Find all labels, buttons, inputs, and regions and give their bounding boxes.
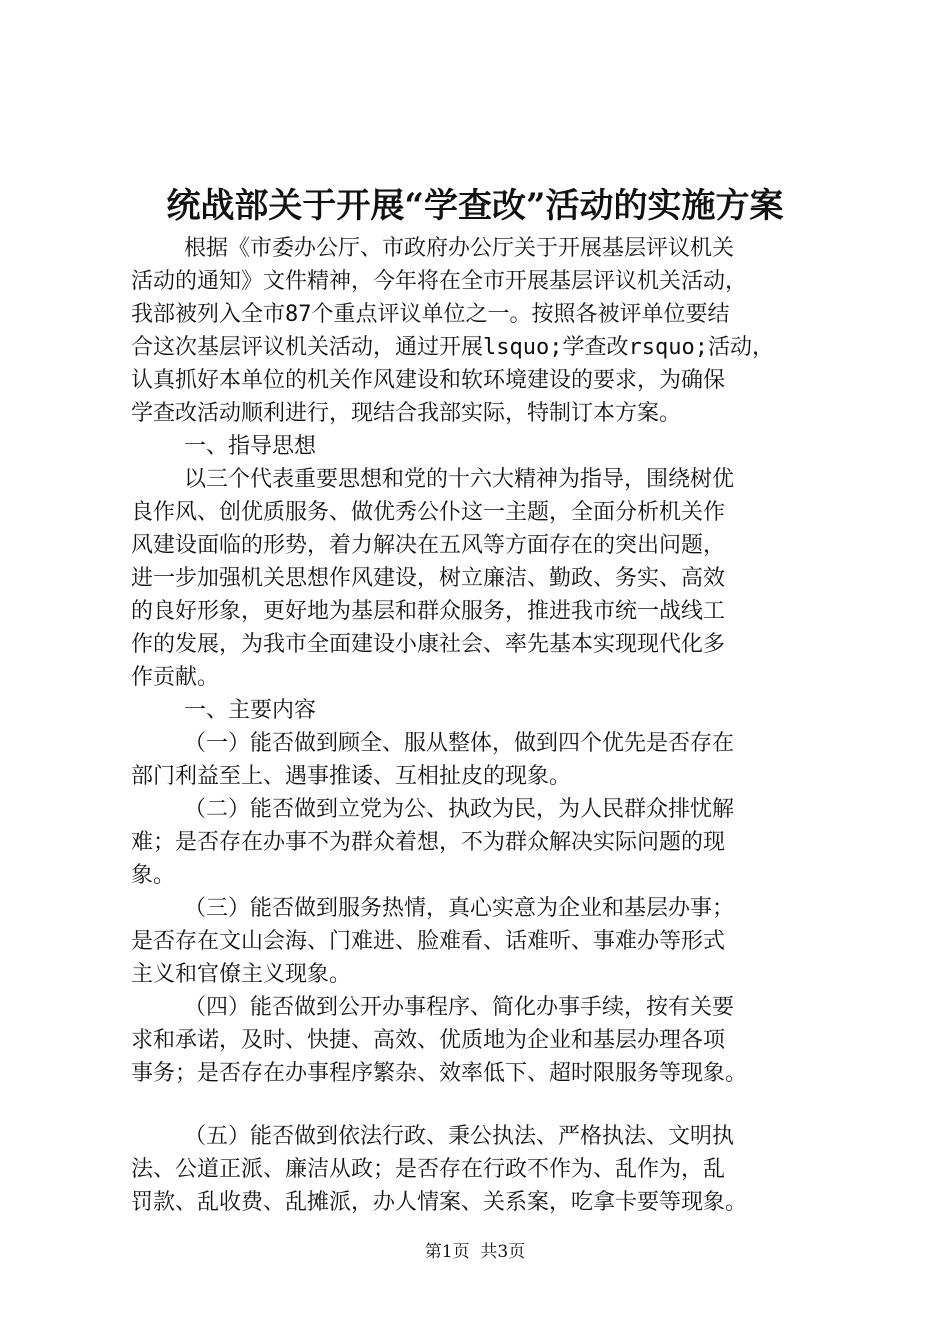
text-line: 难；是否存在办事不为群众着想，不为群众解决实际问题的现 [131, 830, 726, 855]
text-line: 认真抓好本单位的机关作风建设和软环境建设的要求，为确保 [131, 368, 726, 393]
text-line: 活动的通知》文件精神，今年将在全市开展基层评议机关活动， [131, 269, 748, 294]
text-line: 一、指导思想 [131, 434, 316, 459]
text-line: 罚款、乱收费、乱摊派，办人情案、关系案，吃拿卡要等现象。 [131, 1190, 748, 1215]
text-line: 作的发展，为我市全面建设小康社会、率先基本实现现代化多 [131, 632, 726, 657]
text-line: （三）能否做到服务热情，真心实意为企业和基层办事； [131, 896, 734, 921]
text-line: 求和承诺，及时、快捷、高效、优质地为企业和基层办理各项 [131, 1028, 726, 1053]
text-line: （五）能否做到依法行政、秉公执法、严格执法、文明执 [131, 1124, 734, 1149]
document-title: 统战部关于开展“学查改”活动的实施方案 [166, 186, 784, 226]
text-line: 学查改活动顺利进行，现结合我部实际，特制订本方案。 [131, 401, 682, 426]
text-line: 是否存在文山会海、门难进、脸难看、话难听、事难办等形式 [131, 929, 726, 954]
text-line: 主义和官僚主义现象。 [131, 962, 352, 987]
text-line: 以三个代表重要思想和党的十六大精神为指导，围绕树优 [131, 467, 734, 492]
text-line: （四）能否做到公开办事程序、简化办事手续，按有关要 [131, 995, 734, 1020]
text-line: 良作风、创优质服务、做优秀公仆这一主题，全面分析机关作 [131, 500, 726, 525]
text-line: 进一步加强机关思想作风建设，树立廉洁、勤政、务实、高效 [131, 566, 726, 591]
blank-line [131, 1090, 851, 1120]
text-line: 事务；是否存在办事程序繁杂、效率低下、超时限服务等现象。 [131, 1061, 748, 1086]
text-line: 作贡献。 [131, 665, 220, 690]
text-line: 象。 [131, 863, 176, 888]
text-line: 我部被列入全市87个重点评议单位之一。按照各被评单位要结 [131, 302, 730, 327]
text-line: 一、主要内容 [131, 698, 316, 723]
text-line: 法、公道正派、廉洁从政；是否存在行政不作为、乱作为，乱 [131, 1157, 726, 1182]
text-line: （一）能否做到顾全、服从整体，做到四个优先是否存在 [131, 731, 734, 756]
text-line: 根据《市委办公厅、市政府办公厅关于开展基层评议机关 [131, 236, 734, 261]
text-line: 的良好形象，更好地为基层和群众服务，推进我市统一战线工 [131, 599, 726, 624]
text-line: 合这次基层评议机关活动，通过开展lsquo;学查改rsquo;活动， [131, 335, 774, 360]
text-line: 风建设面临的形势，着力解决在五风等方面存在的突出问题， [131, 533, 726, 558]
document-body [131, 232, 851, 1219]
text-line: （二）能否做到立党为公、执政为民，为人民群众排忧解 [131, 797, 734, 822]
text-line: 部门利益至上、遇事推诿、互相扯皮的现象。 [131, 764, 572, 789]
page-footer: 第1页 共3页 [424, 1242, 526, 1262]
